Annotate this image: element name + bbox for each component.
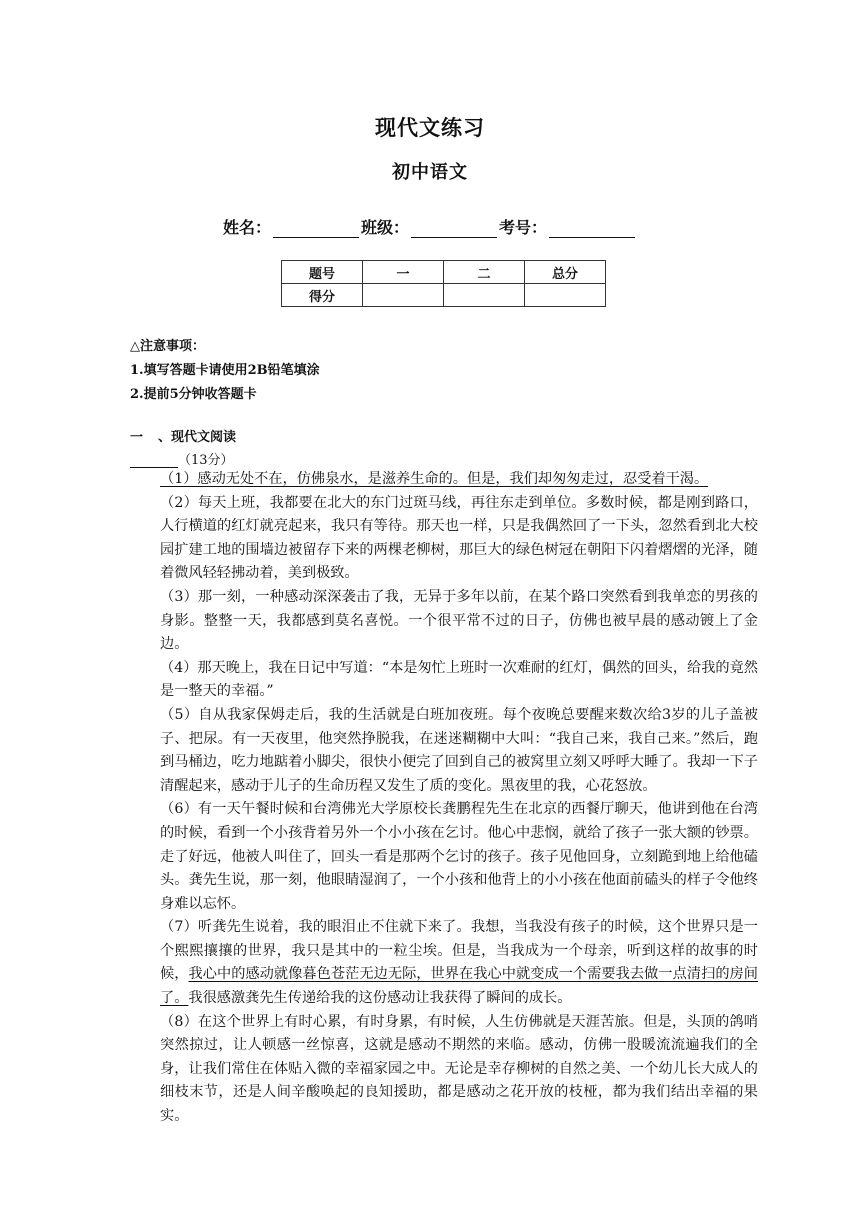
section-number: 一 <box>130 430 144 445</box>
student-info <box>0 215 860 238</box>
paragraph-8: （8）在这个世界上有时心累，有时身累，有时候，人生仿佛就是天涯苦旅。但是，头顶的鸽哨突然掠过，让人顿感一丝惊喜，这就是感动不期然的来临。感动，仿佛一股暖流流遍我们的全身，让我们常住在体贴入微的幸福家园之中。无论是幸存柳树的自然之美、一个幼儿长大成人的细枝末节，还是人间辛酸唤起的良知援助，都是感动之花开放的枝桠，都为我们结出幸福的果实。 <box>160 1013 758 1125</box>
score-cell[interactable] <box>444 284 525 307</box>
score-table-header-row <box>282 261 606 284</box>
underlined-text: （1）感动无处不在，仿佛泉水，是滋养生命的。但是，我们却匆匆走过，忍受着干渴。 <box>160 471 709 487</box>
notes-item: 1.填写答题卡请使用2B铅笔填涂 <box>130 363 320 378</box>
section-score-line <box>130 449 234 468</box>
page-subtitle: 初中语文 <box>392 162 468 183</box>
paragraph-7-text-b: 我很感激龚先生传递给我的这份感动让我获得了瞬间的成长。 <box>188 990 572 1007</box>
reading-passage <box>160 468 758 1129</box>
section-heading <box>130 426 236 445</box>
score-cell[interactable] <box>525 284 606 307</box>
score-table-header-cell: 题号 <box>282 261 363 284</box>
paragraph-1 <box>160 468 758 492</box>
paragraph-6: （6）有一天午餐时候和台湾佛光大学原校长龚鹏程先生在北京的西餐厅聊天，他讲到他在台湾的时候，看到一个小孩背着另外一个小小孩在乞讨。他心中悲悯，就给了孩子一张大额的钞票。走了好远，他被人叫住了，回头一看是那两个乞讨的孩子。孩子见他回身，立刻跪到地上给他磕头。龚先生说，那一刻，他眼睛湿润了，一个小孩和他背上的小小孩在他面前磕头的样子令他终身难以忘怀。 <box>160 801 758 912</box>
paragraph-5: （5）自从我家保姆走后，我的生活就是白班加夜班。每个夜晚总要醒来数次给3岁的儿子盖被子、把尿。有一天夜里，他突然挣脱我，在迷迷糊糊中大叫：“我自己来，我自己来。”然后，跑到马桶边，吃力地踮着小脚尖，很快小便完了回到自己的被窝里立刻又呼呼大睡了。我却一下子清醒起来，感动于儿子的生命历程又发生了质的变化。黑夜里的我，心花怒放。 <box>160 706 758 794</box>
paragraph-2: （2）每天上班，我都要在北大的东门过斑马线，再往东走到单位。多数时候，都是刚到路口，人行横道的红灯就亮起来，我只有等待。那天也一样，只是我偶然回了一下头，忽然看到北大校园扩建工地的围墙边被留存下来的两棵老柳树，那巨大的绿色树冠在朝阳下闪着熠熠的光泽，随着微风轻轻拂动着，美到极致。 <box>160 494 758 582</box>
notes-heading: △注意事项： <box>130 339 205 354</box>
name-label: 姓名： <box>222 218 271 237</box>
paragraph-7-text-a: （7）听龚先生说着，我的眼泪止不住就下来了。我想，当我没有孩子的时候，这个世界只是一个熙熙攘攘的世界，我只是其中的一粒尘埃。但是，当我成为一个母亲，听到这样的故事的时候， <box>160 919 758 983</box>
name-blank[interactable] <box>273 219 359 238</box>
paragraph-7 <box>160 916 758 1010</box>
section-score-blank[interactable] <box>130 453 178 468</box>
score-table-header-cell: 总分 <box>525 261 606 284</box>
id-label: 考号： <box>499 218 548 237</box>
class-blank[interactable] <box>411 219 497 238</box>
id-blank[interactable] <box>549 219 635 238</box>
class-label: 班级： <box>360 218 409 237</box>
paragraph-4: （4）那天晚上，我在日记中写道：“本是匆忙上班时一次难耐的红灯，偶然的回头，给我的竟然是一整天的幸福。” <box>160 659 758 700</box>
score-table-header-cell: 一 <box>363 261 444 284</box>
score-table-header-cell: 二 <box>444 261 525 284</box>
paragraph-3: （3）那一刻，一种感动深深袭击了我，无异于多年以前，在某个路口突然看到我单恋的男孩的身影。整整一天，我都感到莫名喜悦。一个很平常不过的日子，仿佛也被早晨的感动镀上了金边。 <box>160 588 758 653</box>
notes-item: 2.提前5分钟收答题卡 <box>130 387 257 402</box>
score-row-label: 得分 <box>282 284 363 307</box>
score-cell[interactable] <box>363 284 444 307</box>
score-table-score-row <box>282 284 606 307</box>
underlined-text: 我心中的感动就像暮色苍茫无边无际，世界在我心中就变成一个需要我去做一点清扫的房间了。 <box>160 966 758 1007</box>
section-score: （13分） <box>178 453 234 468</box>
notes <box>130 335 320 407</box>
section-title: 、现代文阅读 <box>158 430 237 445</box>
score-table <box>281 260 606 307</box>
page-title: 现代文练习 <box>375 115 485 140</box>
